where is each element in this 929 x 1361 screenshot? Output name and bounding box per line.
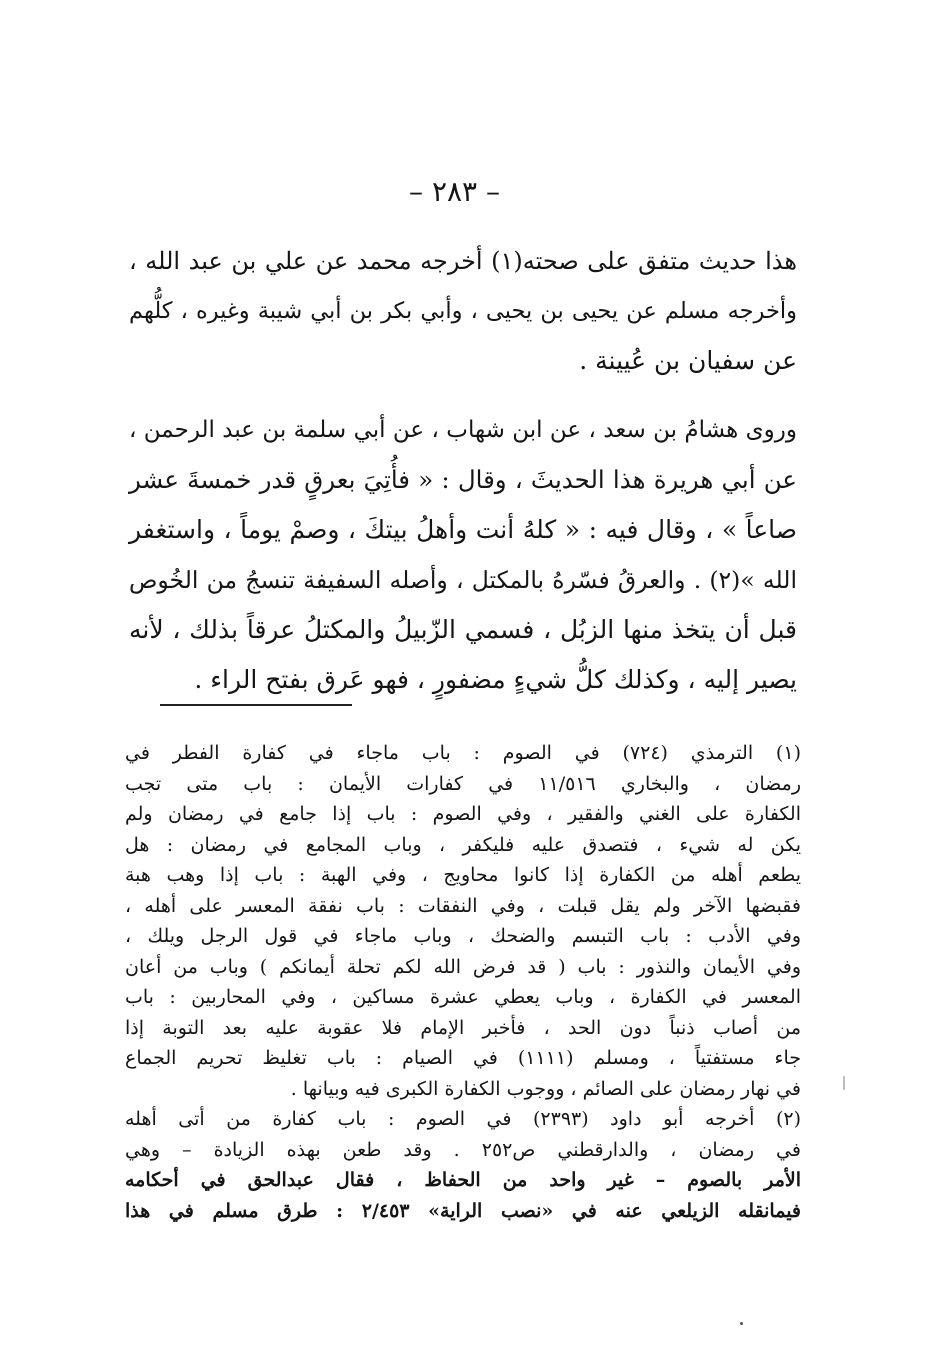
- main-paragraph-2: [129, 405, 797, 705]
- footnote-line: في رمضان ، والدارقطني ص٢٥٢ . وقد طعن بهذه الزيادة – وهي: [125, 1138, 801, 1161]
- footnote-line: وفي الأدب : باب التبسم والضحك ، وباب ماجاء في قول الرجل ويلك ،: [125, 925, 801, 947]
- footnotes: [125, 738, 801, 1226]
- footnote-line: يكن له شيء ، فتصدق عليه فليكفر ، وباب المجامع في رمضان : هل: [125, 833, 801, 856]
- text-line: عن أبي هريرة هذا الحديثَ ، وقال : « فأُتِيَ بعرقٍ قدر خمسةَ عشر: [129, 465, 797, 494]
- page-number: – ٢٨٣ –: [409, 175, 500, 208]
- footnote-separator: [160, 704, 352, 706]
- text-line: قبل أن يتخذ منها الزبُل ، فسمي الزّبيلُ والمكتلُ عرقاً بذلك ، لأنه: [129, 615, 797, 644]
- text-line: وروى هشامُ بن سعد ، عن ابن شهاب ، عن أبي سلمة بن عبد الرحمن ،: [129, 417, 797, 443]
- main-paragraph-1: [129, 236, 797, 386]
- scan-artifact: [740, 1322, 743, 1325]
- text-line: عن سفيان بن عُيينة .: [579, 346, 797, 375]
- footnote-line: المعسر في الكفارة ، وباب يعطي عشرة مساكين ، وفي المحاربين : باب: [125, 986, 801, 1008]
- footnote-line: في نهار رمضان على الصائم ، ووجوب الكفارة الكبرى فيه وبيانها .: [290, 1077, 801, 1100]
- text-line: صاعاً » ، وقال فيه : « كلهُ أنت وأهلُ بيتكَ ، وصمْ يوماً ، واستغفر: [129, 515, 797, 544]
- footnote-line: فيمانقله الزيلعي عنه في «نصب الراية» ٢/٤٥٣ : طرق مسلم في هذا: [125, 1199, 802, 1222]
- footnote-line: يطعم أهله من الكفارة إذا كانوا محاويج ، وفي الهبة : باب إذا وهب هبة: [125, 864, 801, 886]
- footnote-line: الكفارة على الغني والفقير ، وفي الصوم : باب إذا جامع في رمضان ولم: [125, 803, 801, 825]
- text-line: وأخرجه مسلم عن يحيى بن يحيى ، وأبي بكر بن أبي شيبة وغيره ، كلُّهم: [129, 298, 797, 324]
- footnote-line: وفي الأيمان والنذور : باب ( قد فرض الله لكم تحلة أيمانكم ) وباب من أعان: [125, 955, 801, 978]
- scan-artifact: [843, 1076, 845, 1090]
- text-line: هذا حديث متفق على صحته(١) أخرجه محمد عن علي بن عبد الله ،: [129, 247, 798, 275]
- footnote-line: (٢) أخرجه أبو داود (٢٣٩٣) في الصوم : باب كفارة من أتى أهله: [125, 1108, 801, 1130]
- footnote-line: الأمر بالصوم – غير واحد من الحفاظ ، فقال عبدالحق في أحكامه: [125, 1169, 801, 1191]
- footnote-line: من أصاب ذنباً دون الحد ، فأخبر الإمام فلا عقوبة عليه بعد التوبة إذا: [125, 1016, 801, 1039]
- text-line: الله »(٢) . والعرقُ فسّرهُ بالمكتل ، وأصله السفيفة تنسجُ من الخُوص: [129, 566, 797, 594]
- text-line: يصير إليه ، وكذلك كلُّ شيءٍ مضفورٍ ، فهو عَرق بفتح الراء .: [194, 665, 797, 694]
- footnote-line: رمضان ، والبخاري ١١/٥١٦ في كفارات الأيمان : باب متى تجب: [125, 772, 801, 795]
- footnote-line: فقبضها الآخر ولم يقل قبلت ، وفي النفقات : باب نفقة المعسر على أهله ،: [125, 894, 801, 917]
- footnote-line: جاء مستفتياً ، ومسلم (١١١١) في الصيام : باب تغليظ تحريم الجماع: [125, 1047, 802, 1069]
- footnote-line: (١) الترمذي (٧٢٤) في الصوم : باب ماجاء في كفارة الفطر في: [125, 742, 801, 764]
